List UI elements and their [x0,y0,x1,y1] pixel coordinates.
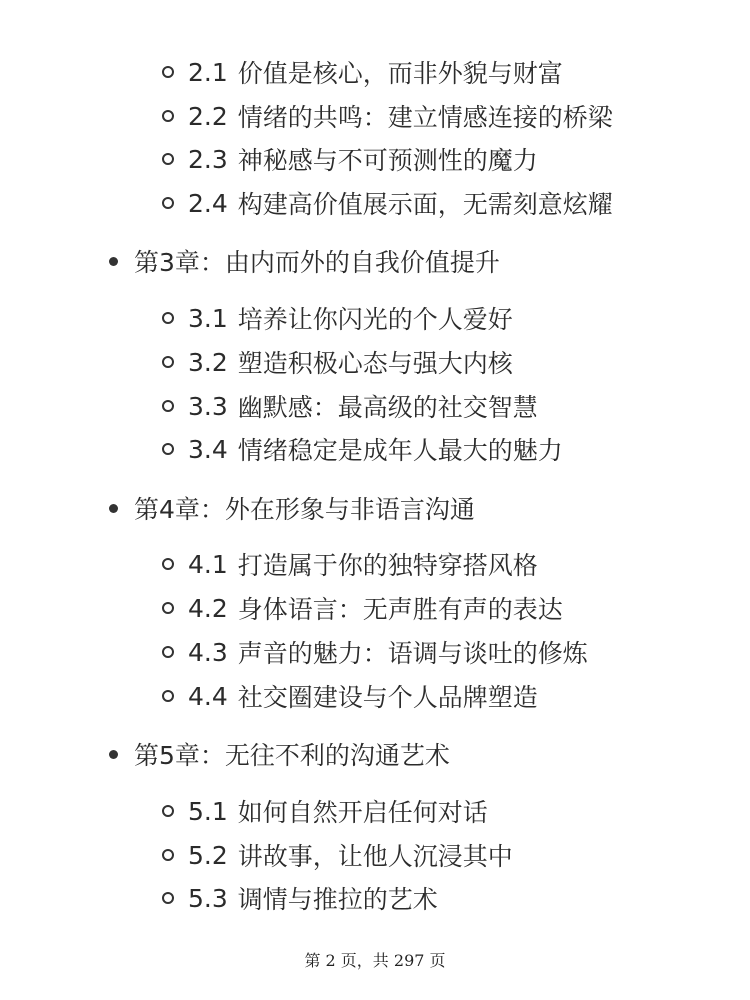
toc-item-number: 2.4 [188,188,228,218]
toc-item-3-2[interactable] [162,342,513,382]
toc-item-2-3[interactable] [162,139,538,179]
toc-item-5-3[interactable] [162,878,438,918]
hollow-bullet-icon [162,443,174,455]
toc-item-4-4[interactable] [162,676,538,716]
hollow-bullet-icon [162,197,174,209]
toc-item-number: 5.2 [188,840,228,870]
toc-item-title: 社交圈建设与个人品牌塑造 [237,683,538,712]
toc-item-5-2[interactable] [162,835,513,875]
toc-item-3-3[interactable] [162,386,538,426]
toc-item-5-1[interactable] [162,791,488,831]
hollow-bullet-icon [162,690,174,702]
toc-item-title: 情绪稳定是成年人最大的魅力 [237,436,563,465]
toc-item-number: 5.3 [188,883,228,913]
toc-item-2-4[interactable] [162,183,613,223]
hollow-bullet-icon [162,849,174,861]
toc-item-number: 4.4 [188,681,228,711]
toc-item-title: 声音的魅力：语调与谈吐的修炼 [237,639,588,668]
hollow-bullet-icon [162,356,174,368]
toc-item-number: 3.1 [188,303,228,333]
toc-chapter-title: 第5章：无往不利的沟通艺术 [134,741,450,770]
toc-item-title: 调情与推拉的艺术 [237,885,438,914]
toc-item-4-3[interactable] [162,632,588,672]
toc-item-title: 培养让你闪光的个人爱好 [237,305,513,334]
toc-item-title: 神秘感与不可预测性的魔力 [237,146,538,175]
toc-item-number: 2.1 [188,57,228,87]
toc-item-title: 塑造积极心态与强大内核 [237,349,513,378]
toc-item-number: 4.1 [188,549,228,579]
toc-chapter-5[interactable] [109,734,450,774]
toc-item-title: 价值是核心，而非外貌与财富 [237,59,563,88]
toc-item-number: 2.3 [188,144,228,174]
toc-item-title: 打造属于你的独特穿搭风格 [237,551,538,580]
toc-item-title: 幽默感：最高级的社交智慧 [237,393,538,422]
toc-item-title: 情绪的共鸣：建立情感连接的桥梁 [237,103,613,132]
hollow-bullet-icon [162,153,174,165]
hollow-bullet-icon [162,110,174,122]
hollow-bullet-icon [162,892,174,904]
toc-item-title: 身体语言：无声胜有声的表达 [237,595,563,624]
toc-item-title: 构建高价值展示面，无需刻意炫耀 [237,190,613,219]
toc-item-4-1[interactable] [162,544,538,584]
toc-item-number: 3.3 [188,391,228,421]
hollow-bullet-icon [162,558,174,570]
page-number-footer: 第 2 页，共 297 页 [304,951,446,970]
toc-item-3-1[interactable] [162,298,513,338]
toc-item-number: 2.2 [188,101,228,131]
toc-item-number: 3.4 [188,434,228,464]
filled-bullet-icon [109,504,118,513]
toc-item-2-1[interactable] [162,52,563,92]
toc-chapter-4[interactable] [109,488,475,528]
hollow-bullet-icon [162,646,174,658]
toc-item-title: 讲故事，让他人沉浸其中 [237,842,513,871]
toc-item-3-4[interactable] [162,429,563,469]
toc-chapter-3[interactable] [109,241,500,281]
filled-bullet-icon [109,257,118,266]
hollow-bullet-icon [162,805,174,817]
toc-item-number: 4.3 [188,637,228,667]
hollow-bullet-icon [162,312,174,324]
toc-item-number: 3.2 [188,347,228,377]
toc-item-number: 5.1 [188,796,228,826]
toc-item-title: 如何自然开启任何对话 [237,798,488,827]
toc-chapter-title: 第4章：外在形象与非语言沟通 [134,495,475,524]
hollow-bullet-icon [162,66,174,78]
toc-chapter-title: 第3章：由内而外的自我价值提升 [134,248,500,277]
filled-bullet-icon [109,750,118,759]
hollow-bullet-icon [162,602,174,614]
toc-item-number: 4.2 [188,593,228,623]
toc-item-2-2[interactable] [162,96,613,136]
toc-item-4-2[interactable] [162,588,563,628]
hollow-bullet-icon [162,400,174,412]
